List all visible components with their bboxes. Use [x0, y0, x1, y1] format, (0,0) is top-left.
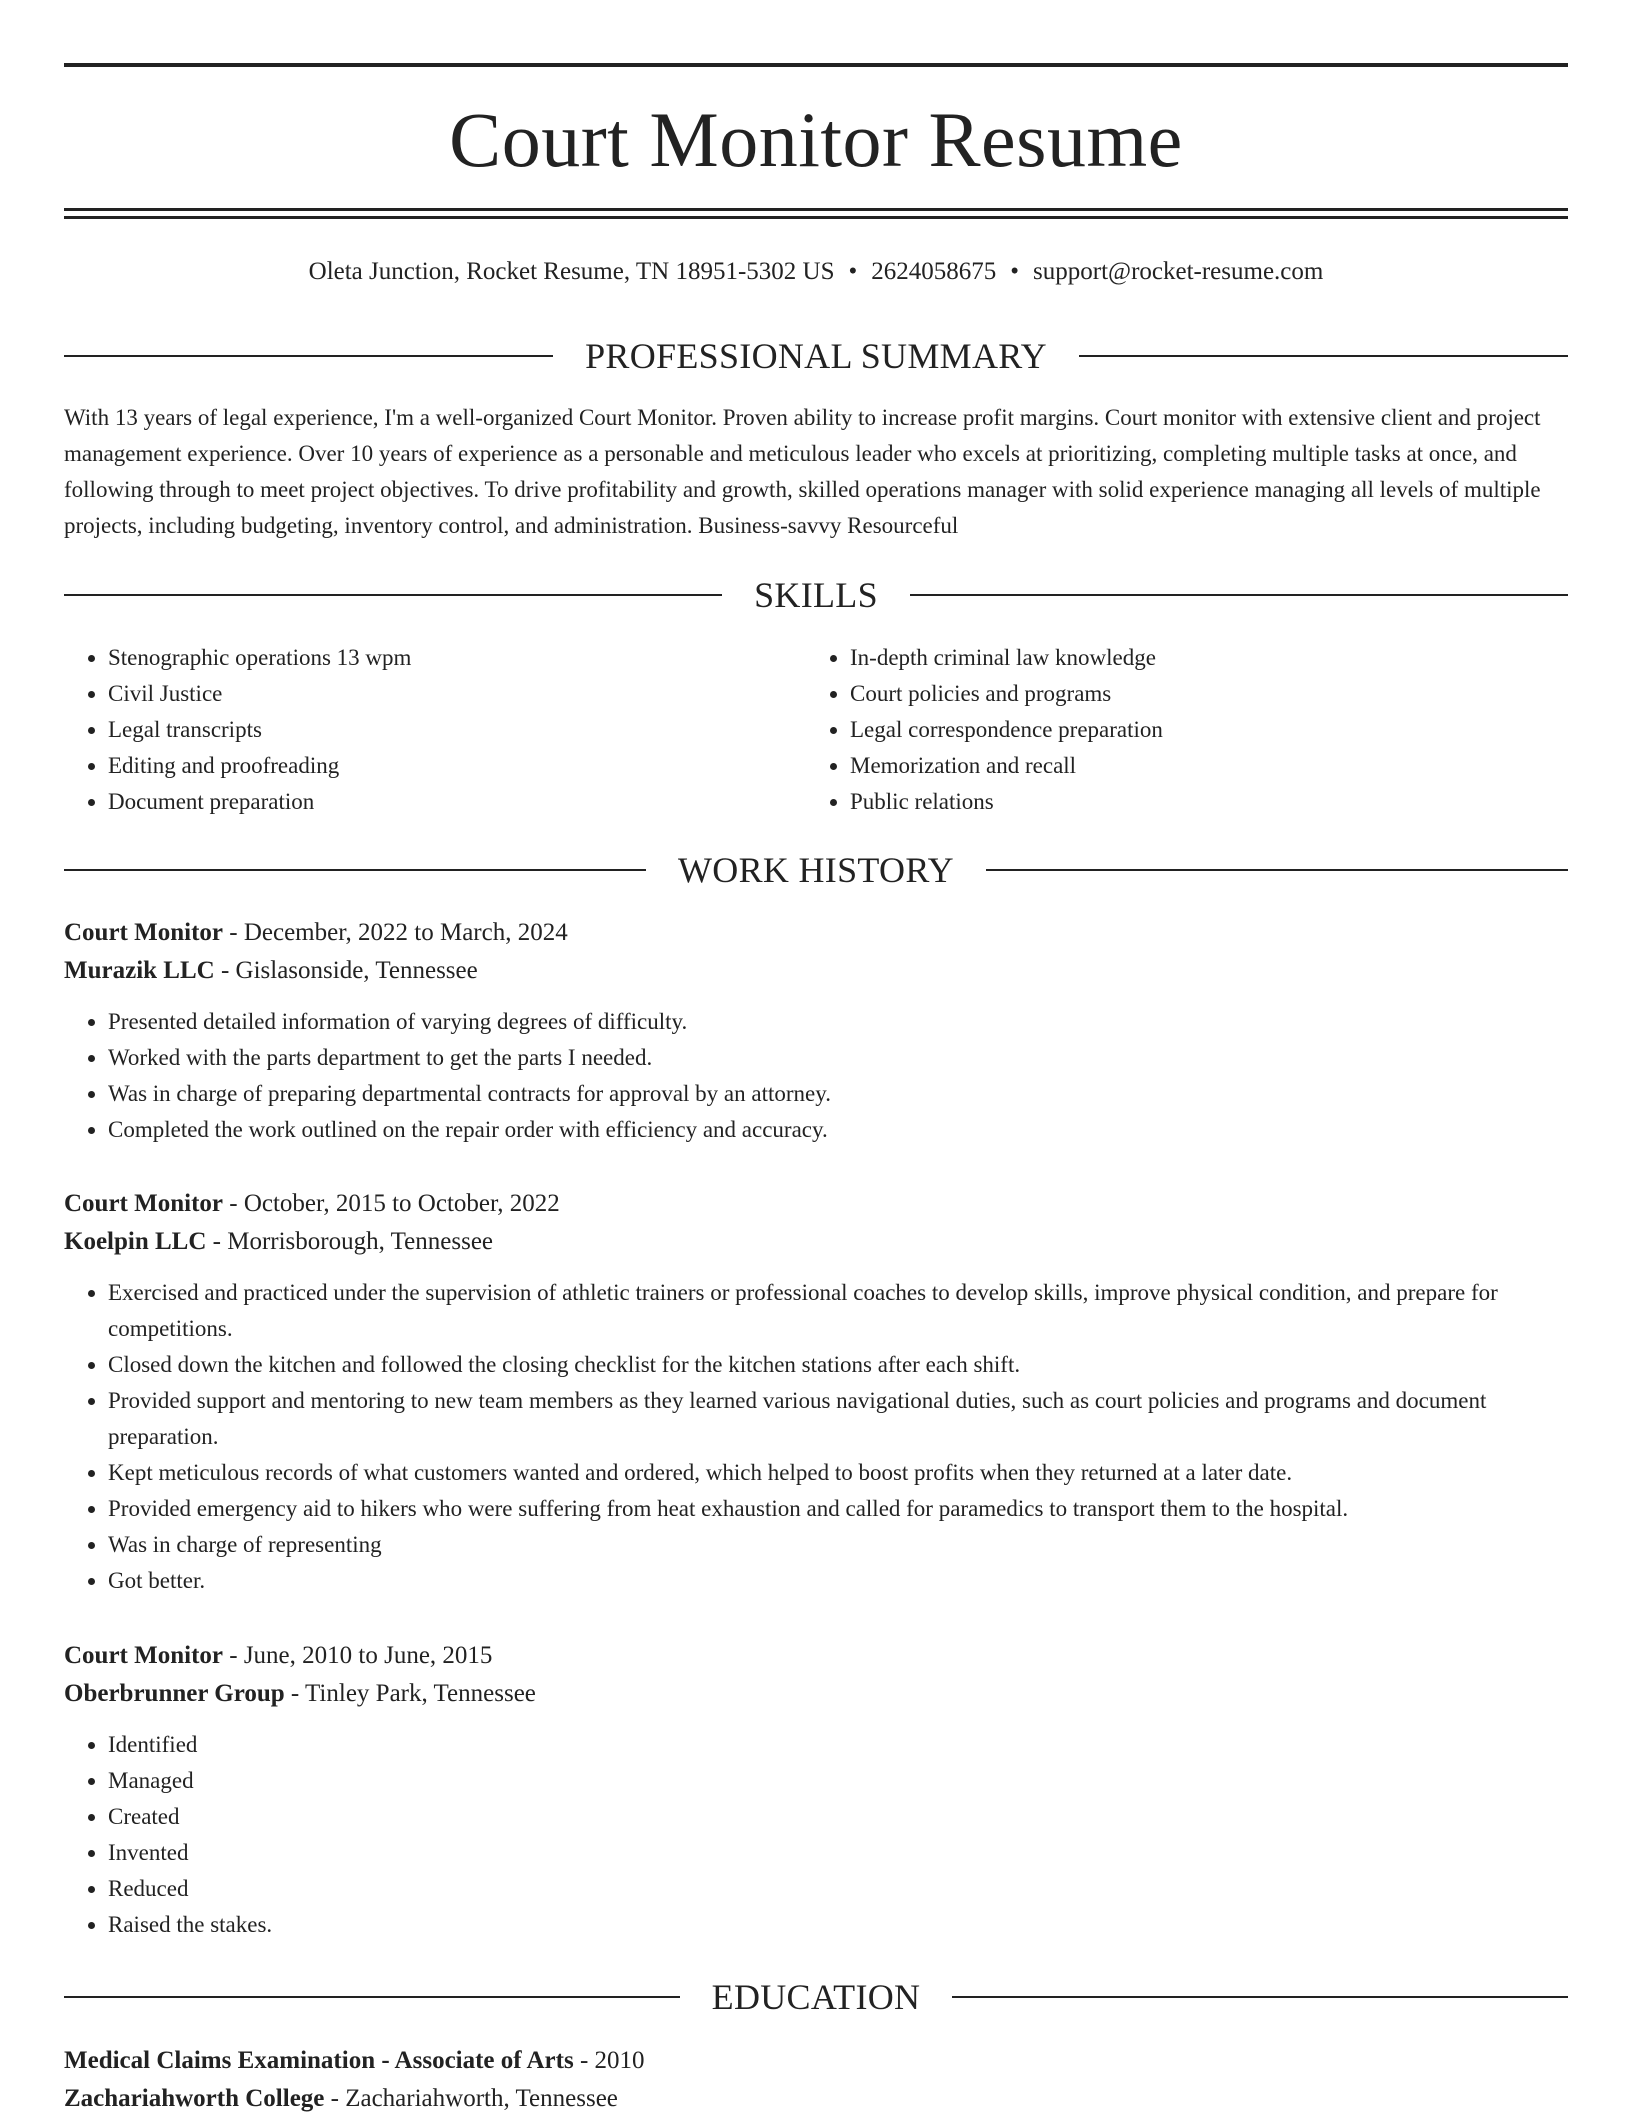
job-dates: - June, 2010 to June, 2015 [223, 1642, 493, 1669]
job-bullet: • Provided emergency aid to hikers who were suffering from heat exhaustion and called for paramedics to transport them to the hospital. [108, 1491, 1568, 1527]
job-bullet: • Kept meticulous records of what customers wanted and ordered, which helped to boost profits when they returned at a later date. [108, 1455, 1568, 1491]
education-location: - Zachariahworth, Tennessee [324, 2085, 618, 2112]
job-bullet: • Closed down the kitchen and followed the closing checklist for the kitchen stations after each shift. [108, 1347, 1568, 1383]
job-entry [64, 914, 1568, 1148]
job-company: Oberbrunner Group [64, 1680, 285, 1707]
skills-column-left [64, 640, 804, 820]
section-rule [986, 869, 1568, 871]
contact-line [64, 254, 1568, 290]
education-entry [64, 2042, 1568, 2112]
section-rule [64, 1996, 680, 1998]
job-heading [64, 1185, 1568, 1223]
contact-address: Oleta Junction, Rocket Resume, TN 18951-5302 US [308, 258, 835, 285]
section-header-summary [64, 334, 1568, 378]
section-rule [64, 594, 722, 596]
job-bullet: • Invented [108, 1835, 1568, 1871]
skill-item: • Public relations [850, 784, 1566, 820]
education-school-line [64, 2080, 1568, 2112]
top-rule [64, 63, 1568, 67]
job-bullet: • Presented detailed information of varying degrees of difficulty. [108, 1004, 1568, 1040]
contact-separator: • [1010, 258, 1020, 285]
job-bullet: • Created [108, 1799, 1568, 1835]
job-title: Court Monitor [64, 1190, 223, 1217]
section-rule [910, 594, 1568, 596]
job-entry [64, 1185, 1568, 1599]
skill-item: • Document preparation [108, 784, 804, 820]
job-bullet: • Completed the work outlined on the repair order with efficiency and accuracy. [108, 1112, 1568, 1148]
job-entry [64, 1637, 1568, 1943]
job-employer [64, 952, 1568, 990]
job-bullet: • Identified [108, 1727, 1568, 1763]
job-bullets [64, 1727, 1568, 1943]
title-rule-upper [64, 208, 1568, 211]
job-bullet: • Got better. [108, 1563, 1568, 1599]
job-bullet: • Reduced [108, 1871, 1568, 1907]
section-rule [1079, 355, 1568, 357]
skill-item: • Legal transcripts [108, 712, 804, 748]
contact-separator: • [848, 258, 858, 285]
job-bullet: • Provided support and mentoring to new team members as they learned various navigational duties, such as court policies and programs and document preparation. [108, 1383, 1568, 1455]
title-rule-lower [64, 216, 1568, 219]
section-header-work [64, 848, 1568, 892]
contact-email: support@rocket-resume.com [1033, 258, 1324, 285]
education-school: Zachariahworth College [64, 2085, 325, 2112]
job-title: Court Monitor [64, 919, 223, 946]
job-company: Murazik LLC [64, 957, 215, 984]
section-rule [64, 869, 646, 871]
job-heading [64, 1637, 1568, 1675]
section-title-summary: PROFESSIONAL SUMMARY [585, 336, 1047, 376]
job-bullet: • Exercised and practiced under the supervision of athletic trainers or professional coaches to develop skills, improve physical condition, and prepare for competitions. [108, 1275, 1568, 1347]
job-location: - Morrisborough, Tennessee [206, 1228, 494, 1255]
job-employer [64, 1223, 1568, 1261]
resume-title: Court Monitor Resume [449, 96, 1183, 183]
education-heading [64, 2042, 1568, 2080]
section-title-education: EDUCATION [711, 1977, 921, 2017]
job-title: Court Monitor [64, 1642, 223, 1669]
skill-item: • Court policies and programs [850, 676, 1566, 712]
job-dates: - October, 2015 to October, 2022 [223, 1190, 560, 1217]
section-header-skills [64, 573, 1568, 617]
section-title-skills: SKILLS [754, 575, 878, 615]
summary-text: With 13 years of legal experience, I'm a well-organized Court Monitor. Proven ability to increase profit margins. Court monitor with extensive client and project management experience. Over 10 years of experience as a personable and meticulous leader who excels at prioritizing, completing multiple tasks at once, and following through to meet project objectives. To drive profitability and growth, skilled operations manager with solid experience managing all levels of multiple projects, including budgeting, inventory control, and administration. Business-savvy Resourceful [64, 405, 1541, 538]
section-header-education [64, 1975, 1568, 2019]
job-bullet: • Managed [108, 1763, 1568, 1799]
skill-item: • Legal correspondence preparation [850, 712, 1566, 748]
job-bullet: • Was in charge of preparing departmental contracts for approval by an attorney. [108, 1076, 1568, 1112]
contact-phone: 2624058675 [871, 258, 997, 285]
job-bullet: • Was in charge of representing [108, 1527, 1568, 1563]
job-employer [64, 1675, 1568, 1713]
section-title-work: WORK HISTORY [678, 850, 954, 890]
job-company: Koelpin LLC [64, 1228, 207, 1255]
job-bullets [64, 1004, 1568, 1148]
skill-item: • In-depth criminal law knowledge [850, 640, 1566, 676]
section-rule [952, 1996, 1568, 1998]
education-degree: Medical Claims Examination - Associate of Arts [64, 2047, 574, 2074]
job-location: - Tinley Park, Tennessee [284, 1680, 536, 1707]
job-bullets [64, 1275, 1568, 1599]
section-rule [64, 355, 553, 357]
job-bullet: • Worked with the parts department to get the parts I needed. [108, 1040, 1568, 1076]
skill-item: • Memorization and recall [850, 748, 1566, 784]
job-dates: - December, 2022 to March, 2024 [223, 919, 568, 946]
skill-item: • Civil Justice [108, 676, 804, 712]
job-bullet: • Raised the stakes. [108, 1907, 1568, 1943]
job-location: - Gislasonside, Tennessee [214, 957, 478, 984]
skills-column-right [806, 640, 1566, 820]
education-year: - 2010 [573, 2047, 645, 2074]
job-heading [64, 914, 1568, 952]
skill-item: • Stenographic operations 13 wpm [108, 640, 804, 676]
skill-item: • Editing and proofreading [108, 748, 804, 784]
